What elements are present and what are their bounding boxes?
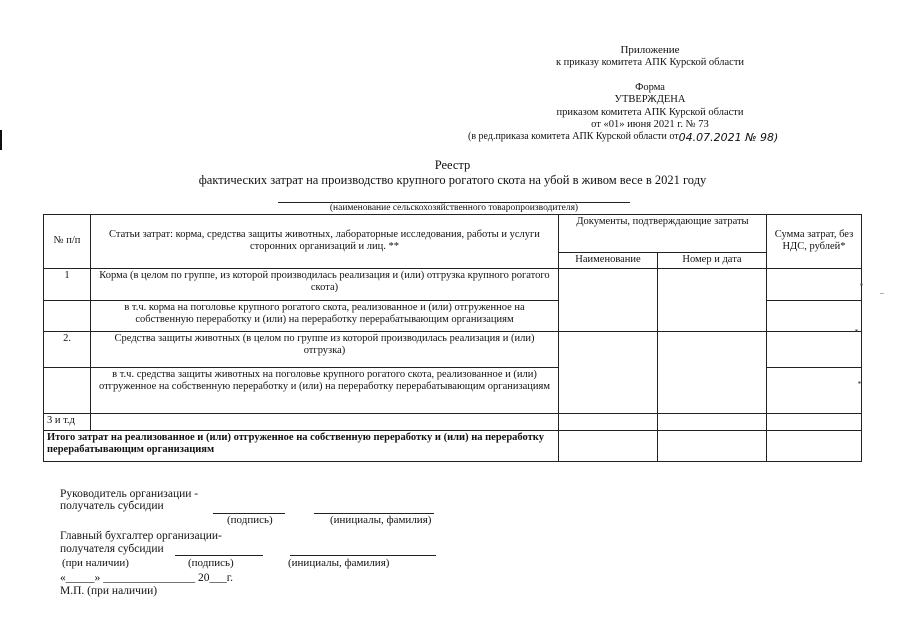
- margin-mark: ▪: [860, 280, 863, 289]
- row-num: [44, 300, 91, 331]
- row-text: в т.ч. корма на поголовье крупного рогатого скота, реализованное и (или) отгруженное на собственную переработку и (или) на переработку перерабатывающим организациям: [91, 300, 559, 331]
- register-subtitle: фактических затрат на производство крупного рогатого скота на убой в живом весе в 2021 году: [198, 173, 707, 187]
- scan-edge-mark: [0, 130, 2, 150]
- acct-sign-line: [175, 555, 263, 556]
- doc-numdate-cell: [658, 413, 767, 430]
- table-row: [44, 331, 862, 367]
- table-row: [44, 413, 862, 430]
- margin-mark: ▪: [858, 378, 861, 387]
- row-text: Корма (в целом по группе, из которой производилась реализация и (или) отгрузка крупного рогатого скота): [91, 268, 559, 300]
- doc-numdate-cell: [658, 268, 767, 331]
- sum-cell: [767, 268, 862, 300]
- header-num: № п/п: [44, 215, 91, 269]
- sum-cell: [767, 367, 862, 413]
- row-num: 1: [44, 268, 91, 300]
- acct-label-line2: получателя субсидии: [60, 543, 164, 555]
- table-header-row: [44, 215, 862, 253]
- table-row: [44, 268, 862, 300]
- total-sum-cell: [767, 430, 862, 461]
- margin-mark: –: [880, 288, 884, 297]
- acct-label-line1: Главный бухгалтер организации-: [60, 530, 222, 542]
- total-doc-name-cell: [559, 430, 658, 461]
- appendix-to: к приказу комитета АПК Курской области: [555, 57, 745, 68]
- org-name-caption: (наименование сельскохозяйственного товаропроизводителя): [329, 203, 579, 213]
- stamp-label: М.П. (при наличии): [60, 585, 158, 597]
- header-doc-name: Наименование: [559, 253, 658, 269]
- acct-initials-caption: (инициалы, фамилия): [288, 557, 390, 569]
- doc-name-cell: [559, 331, 658, 413]
- register-title: Реестр: [434, 158, 471, 172]
- row-text: Средства защиты животных (в целом по группе из которой производилась реализация и (или) отгрузка): [91, 331, 559, 367]
- form-label: Форма: [635, 82, 665, 93]
- header-items: Статьи затрат: корма, средства защиты животных, лабораторные исследования, работы и услуги сторонних организаций и лиц. **: [91, 215, 559, 269]
- sum-cell: [767, 413, 862, 430]
- table-total-row: [44, 430, 862, 461]
- doc-name-cell: [559, 413, 658, 430]
- approved-date: от «01» июня 2021 г. № 73: [591, 119, 709, 130]
- total-doc-numdate-cell: [658, 430, 767, 461]
- head-label-line1: Руководитель организации -: [60, 488, 199, 500]
- row-num: 3 и т.д: [44, 413, 91, 430]
- acct-if-any: (при наличии): [62, 557, 129, 569]
- sum-cell: [767, 300, 862, 331]
- header-docs: Документы, подтверждающие затраты: [559, 215, 767, 253]
- edition-handwritten: 04.07.2021 № 98): [678, 131, 779, 144]
- row-num: 2.: [44, 331, 91, 367]
- head-initials-caption: (инициалы, фамилия): [330, 514, 432, 526]
- cost-register-table: [43, 214, 862, 462]
- doc-numdate-cell: [658, 331, 767, 413]
- approved-label: УТВЕРЖДЕНА: [614, 94, 686, 105]
- header-doc-numdate: Номер и дата: [658, 253, 767, 269]
- head-sign-caption: (подпись): [227, 514, 273, 526]
- appendix-label: Приложение: [620, 44, 680, 56]
- head-label-line2: получатель субсидии: [60, 500, 164, 512]
- acct-sign-caption: (подпись): [188, 557, 234, 569]
- header-sum: Сумма затрат, без НДС, рублей*: [767, 215, 862, 269]
- edition-note: [468, 131, 779, 144]
- row-text: [91, 413, 559, 430]
- row-text: в т.ч. средства защиты животных на поголовье крупного рогатого скота, реализованное и (или) отгруженное на собственную переработку и (или) на переработку перерабатывающим организациям: [91, 367, 559, 413]
- sum-cell: [767, 331, 862, 367]
- date-line: «_____» ________________ 20___г.: [60, 572, 234, 584]
- approved-by: приказом комитета АПК Курской области: [556, 107, 744, 118]
- row-num: [44, 367, 91, 413]
- edition-text: (в ред.приказа комитета АПК Курской области от: [468, 131, 679, 142]
- margin-mark: ▪: [855, 326, 858, 335]
- total-label: Итого затрат на реализованное и (или) отгруженное на собственную переработку и (или) на переработку перерабатывающим организациям: [44, 430, 559, 461]
- acct-initials-line: [290, 555, 436, 556]
- doc-name-cell: [559, 268, 658, 331]
